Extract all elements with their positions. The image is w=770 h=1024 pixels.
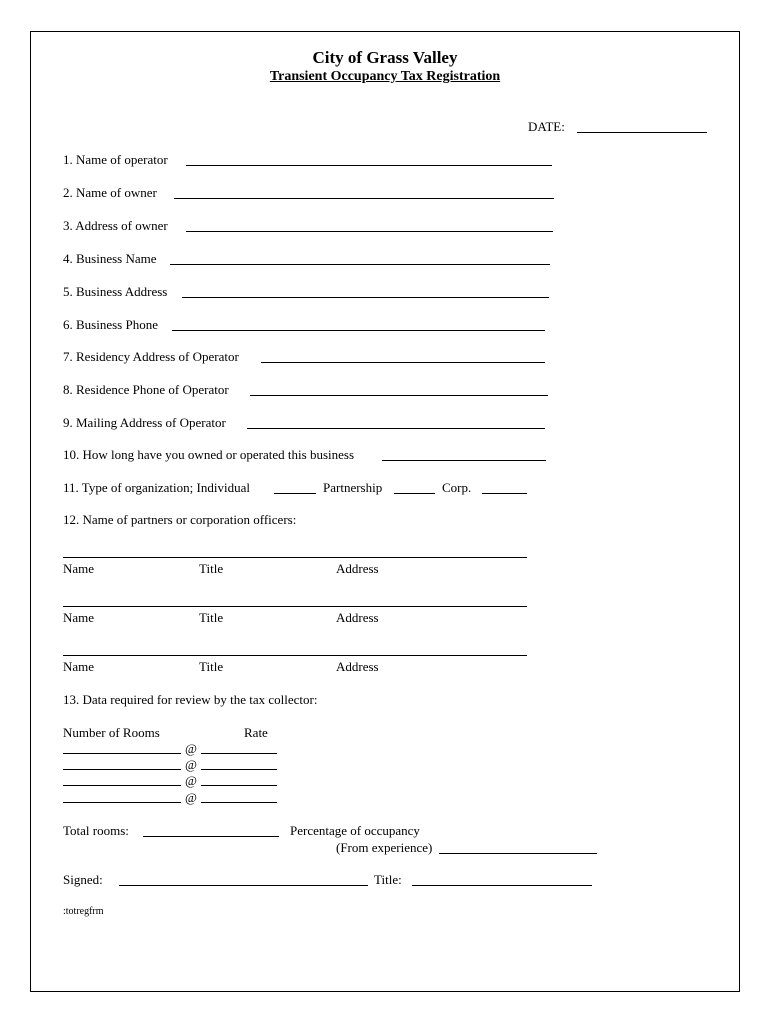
field-label-business-address: 5. Business Address <box>63 284 168 299</box>
partner-address-col: Address <box>336 659 379 674</box>
total-rooms-label: Total rooms: <box>63 823 129 838</box>
partner-name-col: Name <box>63 659 95 674</box>
field-label-business-duration: 10. How long have you owned or operated this business <box>63 447 355 462</box>
form-code: :totregfrm <box>63 906 104 917</box>
occupancy-label: Percentage of occupancy <box>290 823 420 838</box>
partner-line-3[interactable] <box>63 655 527 656</box>
signature-field[interactable] <box>119 885 368 886</box>
owner-address-field[interactable] <box>186 231 553 232</box>
org-type-label: 11. Type of organization; Individual <box>63 480 250 495</box>
owner-name-field[interactable] <box>174 198 554 199</box>
at-symbol: @ <box>185 757 197 772</box>
partner-name-col: Name <box>63 610 95 625</box>
signer-title-label: Title: <box>374 872 402 887</box>
at-symbol: @ <box>185 741 197 756</box>
partner-address-col: Address <box>336 610 379 625</box>
operator-name-field[interactable] <box>186 165 552 166</box>
total-rooms-field[interactable] <box>143 836 279 837</box>
signer-title-field[interactable] <box>412 885 592 886</box>
date-field[interactable] <box>577 132 707 133</box>
rate-field-1[interactable] <box>201 753 277 754</box>
partner-title-col: Title <box>199 659 224 674</box>
business-name-field[interactable] <box>170 264 550 265</box>
form-subtitle: Transient Occupancy Tax Registration <box>269 69 501 84</box>
field-label-owner-name: 2. Name of owner <box>63 185 157 200</box>
partners-label: 12. Name of partners or corporation officers: <box>63 512 297 527</box>
field-label-residence-phone: 8. Residence Phone of Operator <box>63 382 229 397</box>
field-label-owner-address: 3. Address of owner <box>63 218 168 233</box>
at-symbol: @ <box>185 790 197 805</box>
at-symbol: @ <box>185 773 197 788</box>
field-label-operator-name: 1. Name of operator <box>63 152 168 167</box>
rooms-header: Number of Rooms <box>63 725 160 740</box>
rooms-field-3[interactable] <box>63 785 181 786</box>
partnership-label: Partnership <box>323 480 383 495</box>
field-label-residency-address: 7. Residency Address of Operator <box>63 349 239 364</box>
from-experience-label: (From experience) <box>336 840 433 855</box>
partner-title-col: Title <box>199 610 224 625</box>
business-address-field[interactable] <box>182 297 549 298</box>
field-label-business-name: 4. Business Name <box>63 251 157 266</box>
rooms-field-2[interactable] <box>63 769 181 770</box>
rate-field-2[interactable] <box>201 769 277 770</box>
mailing-address-field[interactable] <box>247 428 545 429</box>
residency-address-field[interactable] <box>261 362 545 363</box>
field-label-business-phone: 6. Business Phone <box>63 317 158 332</box>
occupancy-field[interactable] <box>439 853 597 854</box>
rate-field-4[interactable] <box>201 802 277 803</box>
partner-title-col: Title <box>199 561 224 576</box>
review-label: 13. Data required for review by the tax collector: <box>63 692 318 707</box>
date-label: DATE: <box>528 119 565 134</box>
corp-field[interactable] <box>482 493 527 494</box>
signed-label: Signed: <box>63 872 103 887</box>
business-duration-field[interactable] <box>382 460 546 461</box>
partner-line-1[interactable] <box>63 557 527 558</box>
rate-header: Rate <box>244 725 268 740</box>
individual-field[interactable] <box>274 493 316 494</box>
business-phone-field[interactable] <box>172 330 545 331</box>
form-title: City of Grass Valley <box>312 48 458 67</box>
partner-line-2[interactable] <box>63 606 527 607</box>
field-label-mailing-address: 9. Mailing Address of Operator <box>63 415 226 430</box>
rate-field-3[interactable] <box>201 785 277 786</box>
residence-phone-field[interactable] <box>250 395 548 396</box>
corp-label: Corp. <box>442 480 472 495</box>
partner-name-col: Name <box>63 561 95 576</box>
rooms-field-4[interactable] <box>63 802 181 803</box>
partner-address-col: Address <box>336 561 379 576</box>
partnership-field[interactable] <box>394 493 435 494</box>
rooms-field-1[interactable] <box>63 753 181 754</box>
